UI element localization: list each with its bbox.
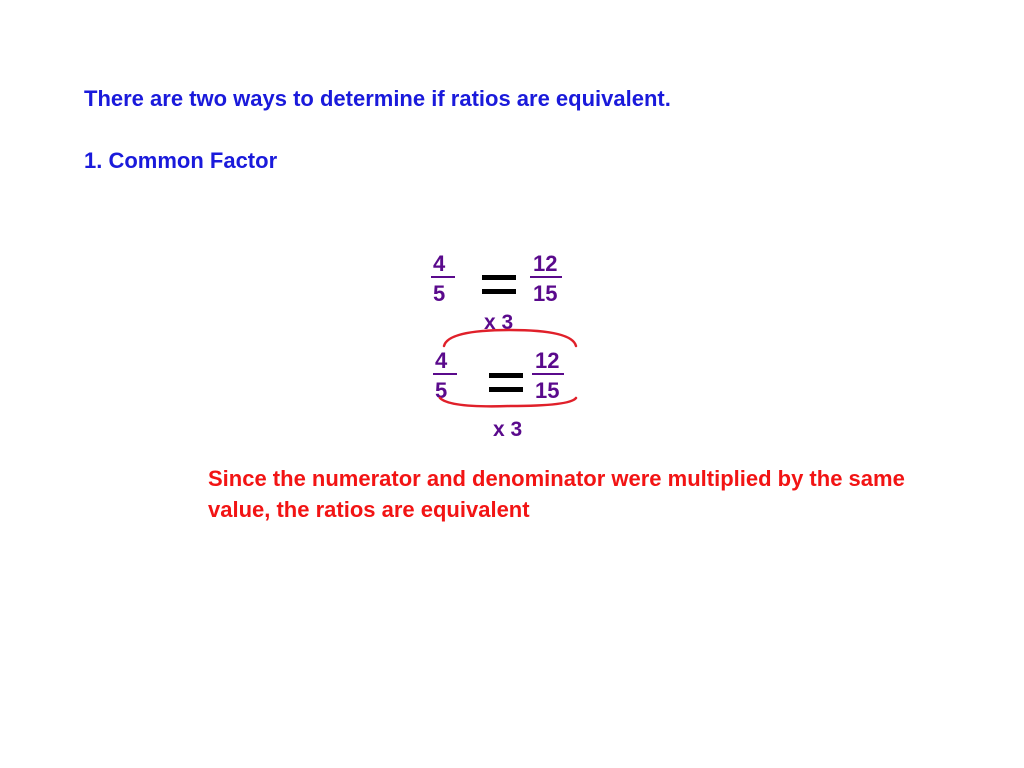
bottom-right-denominator: 15 — [535, 378, 560, 403]
intro-text: There are two ways to determine if ratios are equivalent. — [84, 86, 671, 111]
bottom-left-denominator: 5 — [435, 378, 448, 403]
top-left-fraction-bar — [431, 276, 455, 278]
conclusion-text: Since the numerator and denominator were multiplied by the same value, the ratios are equivalent — [208, 466, 905, 522]
bottom-left-numerator: 4 — [435, 348, 448, 373]
multiplier-bottom-label: x 3 — [493, 418, 523, 441]
bottom-right-numerator: 12 — [535, 348, 560, 373]
top-right-fraction-bar — [530, 276, 562, 278]
method-heading: 1. Common Factor — [84, 148, 278, 173]
top-left-numerator: 4 — [433, 251, 446, 276]
multiplier-top-label: x 3 — [484, 311, 514, 334]
top-right-numerator: 12 — [533, 251, 558, 276]
top-left-denominator: 5 — [433, 281, 446, 306]
bottom-left-fraction-bar — [433, 373, 457, 375]
top-right-denominator: 15 — [533, 281, 558, 306]
top-equals-sign — [482, 275, 516, 295]
bottom-right-fraction-bar — [532, 373, 564, 375]
bottom-equals-sign — [489, 373, 523, 393]
